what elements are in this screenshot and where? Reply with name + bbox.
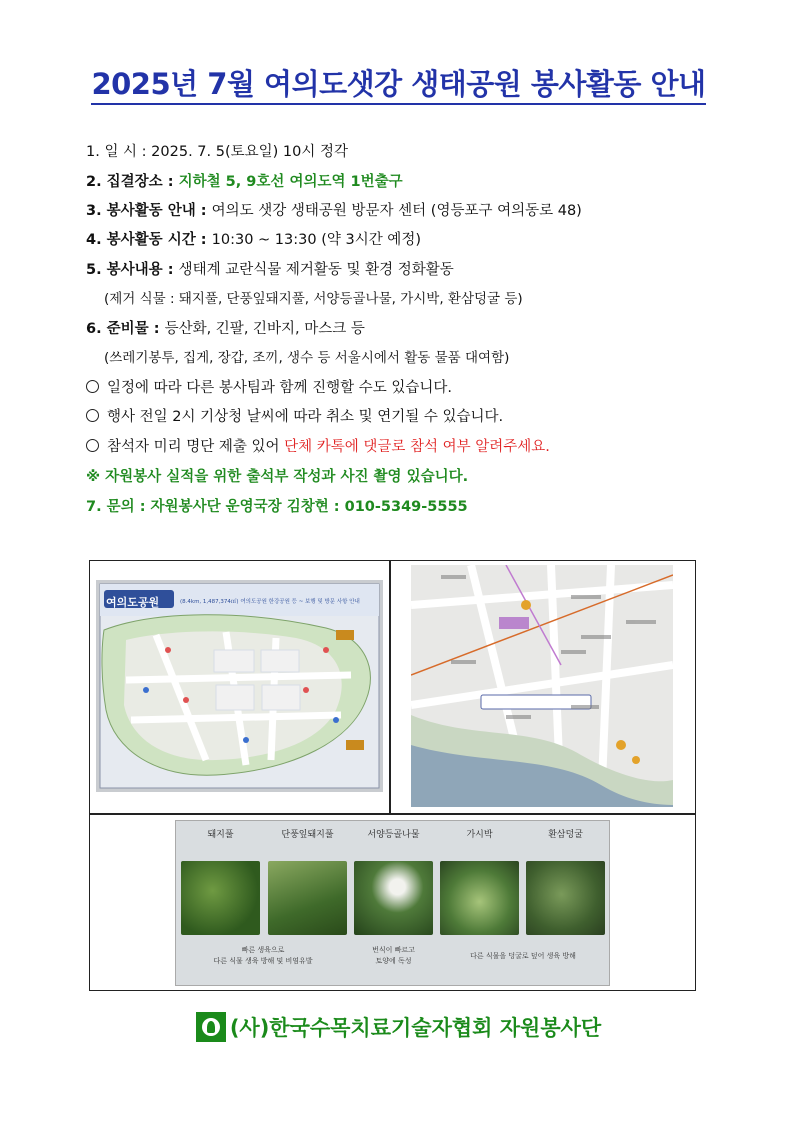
plant-photo [181, 861, 260, 935]
park-map-subtitle: (8.4km, 1,487,374㎡) 여의도공원 한강공원 등 ~ 보행 및 방문 사항 안내 [180, 599, 360, 605]
plant-caption: 번식이 빠르고 토양에 독성 [372, 946, 415, 965]
content-line: 5. 봉사내용 : 생태계 교란식물 제거활동 및 환경 정화활동 [86, 262, 454, 278]
plant-name: 서양등골나물 [367, 830, 420, 840]
notice-1: 일정에 따라 다른 봉사팀과 함께 진행할 수도 있습니다. [86, 376, 452, 397]
contact-line: 7. 문의 : 자원봉사단 운영국장 김창현 : 010-5349-5555 [86, 499, 468, 515]
guide-line: 3. 봉사활동 안내 : 여의도 샛강 생태공원 방문자 센터 (영등포구 여의동로 48) [86, 203, 582, 219]
frame-divider [89, 813, 696, 815]
plant-photo [526, 861, 605, 935]
park-map-image [96, 580, 383, 792]
invasive-plants-panel [175, 820, 610, 986]
notice-3: 참석자 미리 명단 제출 있어 단체 카톡에 댓글로 참석 여부 알려주세요. [86, 435, 550, 456]
tree-logo-icon [196, 1012, 226, 1042]
prep-line: 6. 준비물 : 등산화, 긴팔, 긴바지, 마스크 등 [86, 321, 365, 337]
plant-caption: 다른 식물을 덩굴로 덮어 생육 방해 [470, 952, 576, 960]
plant-name: 단풍잎돼지풀 [281, 830, 334, 840]
plant-name: 가시박 [466, 830, 493, 840]
notice-2: 행사 전일 2시 기상청 날씨에 따라 취소 및 연기될 수 있습니다. [86, 405, 503, 426]
circle-bullet-icon [86, 439, 99, 452]
prep-note: (쓰레기봉투, 집게, 장갑, 조끼, 생수 등 서울시에서 활동 물품 대여함) [104, 350, 510, 366]
location-map-image [411, 565, 673, 807]
plant-card [437, 821, 522, 987]
plant-name: 환삼덩굴 [548, 830, 583, 840]
plant-name: 돼지풀 [207, 830, 234, 840]
plant-card [523, 821, 608, 987]
remark-line: ※ 자원봉사 실적을 위한 출석부 작성과 사진 촬영 있습니다. [86, 469, 469, 485]
place-line: 2. 집결장소 : 지하철 5, 9호선 여의도역 1번출구 [86, 174, 403, 190]
time-line: 4. 봉사활동 시간 : 10:30 ~ 13:30 (약 3시간 예정) [86, 232, 421, 248]
frame-divider [389, 560, 391, 813]
plant-photo [354, 861, 433, 935]
plants-note: (제거 식물 : 돼지풀, 단풍잎돼지풀, 서양등골나물, 가시박, 환삼덩굴 등) [104, 291, 523, 307]
date-line: 1. 일 시 : 2025. 7. 5(토요일) 10시 정각 [86, 144, 348, 160]
page-title: 2025년 7월 여의도샛강 생태공원 봉사활동 안내 [0, 62, 797, 103]
plant-photo [268, 861, 347, 935]
circle-bullet-icon [86, 380, 99, 393]
plant-caption: 빠른 생육으로 다른 식물 생육 방해 및 비염유발 [213, 946, 313, 965]
circle-bullet-icon [86, 409, 99, 422]
footer-organization: (사)한국수목치료기술자협회 자원봉사단 [0, 1012, 797, 1042]
plant-photo [440, 861, 519, 935]
park-map-title: 여의도공원 [106, 596, 160, 609]
